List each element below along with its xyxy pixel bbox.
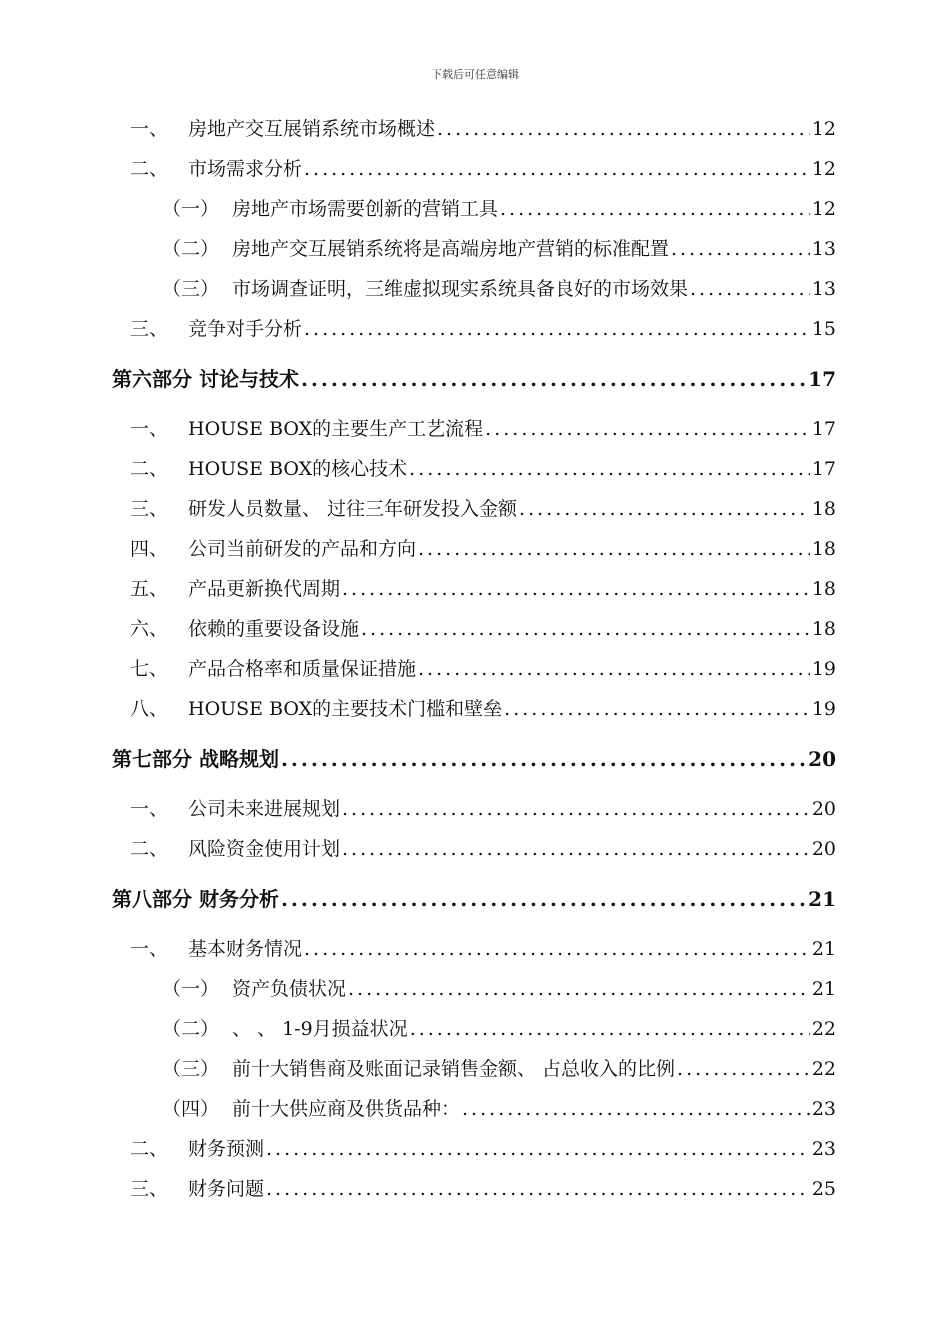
toc-entry[interactable] (130, 153, 836, 185)
toc-entry-page: 13 (811, 278, 836, 300)
toc-entry[interactable] (162, 973, 836, 1005)
toc-entry-page: 25 (811, 1178, 836, 1200)
toc-entry-title: 风险资金使用计划 (188, 838, 341, 860)
toc-entry-title: 市场调查证明，三维虚拟现实系统具备良好的市场效果 (232, 278, 689, 300)
toc-dot-leader (418, 533, 810, 565)
toc-dot-leader (342, 833, 810, 865)
toc-dot-leader (671, 233, 810, 265)
toc-entry-number: 二、 (130, 838, 169, 860)
toc-entry-title: 第七部分 战略规划 (112, 747, 279, 771)
toc-entry-title: HOUSE BOX的主要生产工艺流程 (188, 418, 484, 440)
toc-entry-title: 房地产交互展销系统市场概述 (188, 118, 436, 140)
toc-entry-title: 房地产交互展销系统将是高端房地产营销的标准配置 (232, 238, 670, 260)
toc-entry-number: 一、 (130, 118, 169, 140)
toc-entry-number: 二、 (130, 1138, 169, 1160)
toc-entry-number: （四） (162, 1098, 220, 1120)
toc-entry-page: 12 (811, 198, 836, 220)
toc-dot-leader (361, 613, 810, 645)
toc-dot-leader (690, 273, 810, 305)
toc-entry-page: 19 (811, 698, 836, 720)
toc-entry[interactable] (130, 533, 836, 565)
toc-entry-page: 22 (811, 1018, 836, 1040)
toc-entry-number: 四、 (130, 538, 169, 560)
toc-entry-title: HOUSE BOX的核心技术 (188, 458, 408, 480)
toc-dot-leader (342, 793, 810, 825)
toc-entry-page: 17 (808, 367, 836, 391)
toc-entry-title: 前十大供应商及供货品种： (232, 1098, 461, 1120)
toc-entry[interactable] (162, 1013, 836, 1045)
toc-dot-leader (266, 1173, 810, 1205)
toc-entry-number: （二） (162, 1018, 220, 1040)
toc-entry-number: 三、 (130, 1178, 169, 1200)
toc-entry-number: 七、 (130, 658, 169, 680)
toc-entry-page: 18 (811, 498, 836, 520)
toc-entry-title: 基本财务情况 (188, 938, 303, 960)
toc-dot-leader (485, 413, 810, 445)
toc-dot-leader (418, 653, 810, 685)
toc-entry-page: 19 (811, 658, 836, 680)
toc-entry-page: 20 (811, 838, 836, 860)
toc-entry-number: 二、 (130, 158, 169, 180)
toc-entry[interactable] (130, 413, 836, 445)
toc-entry-title: 竞争对手分析 (188, 318, 303, 340)
toc-entry-page: 21 (811, 938, 836, 960)
toc-entry-title: 资产负债状况 (232, 978, 347, 1000)
toc-entry-number: 一、 (130, 798, 169, 820)
toc-entry-title: 公司未来进展规划 (188, 798, 341, 820)
toc-entry-page: 17 (811, 458, 836, 480)
toc-entry-title: 产品更新换代周期 (188, 578, 341, 600)
toc-entry-page: 13 (811, 238, 836, 260)
toc-entry-number: （一） (162, 198, 220, 220)
toc-part-heading[interactable] (112, 883, 836, 915)
toc-entry-page: 18 (811, 578, 836, 600)
toc-part-heading[interactable] (112, 743, 836, 775)
toc-entry[interactable] (130, 493, 836, 525)
toc-entry-title: 第八部分 财务分析 (112, 887, 279, 911)
toc-entry-number: （一） (162, 978, 220, 1000)
toc-entry-number: 三、 (130, 498, 169, 520)
toc-entry[interactable] (130, 113, 836, 145)
toc-entry-page: 23 (811, 1138, 836, 1160)
toc-entry-title: 财务问题 (188, 1178, 265, 1200)
toc-entry-page: 23 (811, 1098, 836, 1120)
toc-entry-page: 20 (811, 798, 836, 820)
toc-entry-number: 五、 (130, 578, 169, 600)
toc-dot-leader (409, 453, 810, 485)
toc-entry-page: 21 (811, 978, 836, 1000)
toc-entry-number: 一、 (130, 418, 169, 440)
toc-dot-leader (462, 1093, 810, 1125)
toc-dot-leader (519, 493, 810, 525)
toc-entry[interactable] (130, 573, 836, 605)
toc-entry-page: 21 (808, 887, 836, 911)
toc-entry[interactable] (162, 1093, 836, 1125)
toc-entry[interactable] (130, 1133, 836, 1165)
toc-entry-number: （三） (162, 278, 220, 300)
toc-dot-leader (342, 573, 810, 605)
toc-dot-leader (266, 1133, 810, 1165)
toc-dot-leader (304, 313, 810, 345)
toc-entry-number: 一、 (130, 938, 169, 960)
toc-dot-leader (281, 883, 806, 915)
toc-entry-title: 第六部分 讨论与技术 (112, 367, 299, 391)
toc-entry[interactable] (130, 793, 836, 825)
toc-entry[interactable] (162, 233, 836, 265)
toc-entry[interactable] (162, 193, 836, 225)
toc-entry-number: （二） (162, 238, 220, 260)
toc-dot-leader (410, 1013, 810, 1045)
toc-dot-leader (504, 693, 810, 725)
toc-entry[interactable] (130, 933, 836, 965)
toc-entry-title: 研发人员数量、 过往三年研发投入金额 (188, 498, 518, 520)
toc-entry-page: 12 (811, 118, 836, 140)
toc-entry[interactable] (130, 1173, 836, 1205)
toc-entry-page: 17 (811, 418, 836, 440)
toc-dot-leader (677, 1053, 810, 1085)
toc-entry[interactable] (130, 833, 836, 865)
toc-entry-number: 八、 (130, 698, 169, 720)
toc-dot-leader (301, 363, 806, 395)
toc-entry[interactable] (130, 613, 836, 645)
toc-entry-title: 公司当前研发的产品和方向 (188, 538, 417, 560)
toc-entry-number: （三） (162, 1058, 220, 1080)
toc-entry-number: 二、 (130, 458, 169, 480)
toc-dot-leader (304, 153, 810, 185)
toc-entry-page: 18 (811, 538, 836, 560)
toc-dot-leader (437, 113, 810, 145)
toc-entry[interactable] (130, 693, 836, 725)
toc-entry-title: 依赖的重要设备设施 (188, 618, 360, 640)
toc-dot-leader (304, 933, 810, 965)
toc-dot-leader (281, 743, 806, 775)
toc-part-heading[interactable] (112, 363, 836, 395)
toc-entry-title: 市场需求分析 (188, 158, 303, 180)
toc-entry-page: 12 (811, 158, 836, 180)
toc-entry[interactable] (130, 653, 836, 685)
toc-entry-page: 20 (808, 747, 836, 771)
toc-entry-number: 六、 (130, 618, 169, 640)
toc-entry-page: 22 (811, 1058, 836, 1080)
toc-entry-number: 三、 (130, 318, 169, 340)
toc-entry[interactable] (130, 453, 836, 485)
toc-entry-title: 财务预测 (188, 1138, 265, 1160)
toc-entry-title: 前十大销售商及账面记录销售金额、 占总收入的比例 (232, 1058, 676, 1080)
toc-entry-page: 15 (811, 318, 836, 340)
toc-entry-title: HOUSE BOX的主要技术门槛和壁垒 (188, 698, 503, 720)
toc-entry[interactable] (130, 313, 836, 345)
toc-entry-title: 产品合格率和质量保证措施 (188, 658, 417, 680)
toc-entry-title: 房地产市场需要创新的营销工具 (232, 198, 499, 220)
toc-entry-page: 18 (811, 618, 836, 640)
toc-dot-leader (500, 193, 810, 225)
toc-dot-leader (348, 973, 810, 1005)
toc-entry[interactable] (162, 273, 836, 305)
page-header: 下载后可任意编辑 (431, 68, 519, 81)
toc-entry-title: 、 、 1-9月损益状况 (232, 1018, 408, 1040)
toc-entry[interactable] (162, 1053, 836, 1085)
